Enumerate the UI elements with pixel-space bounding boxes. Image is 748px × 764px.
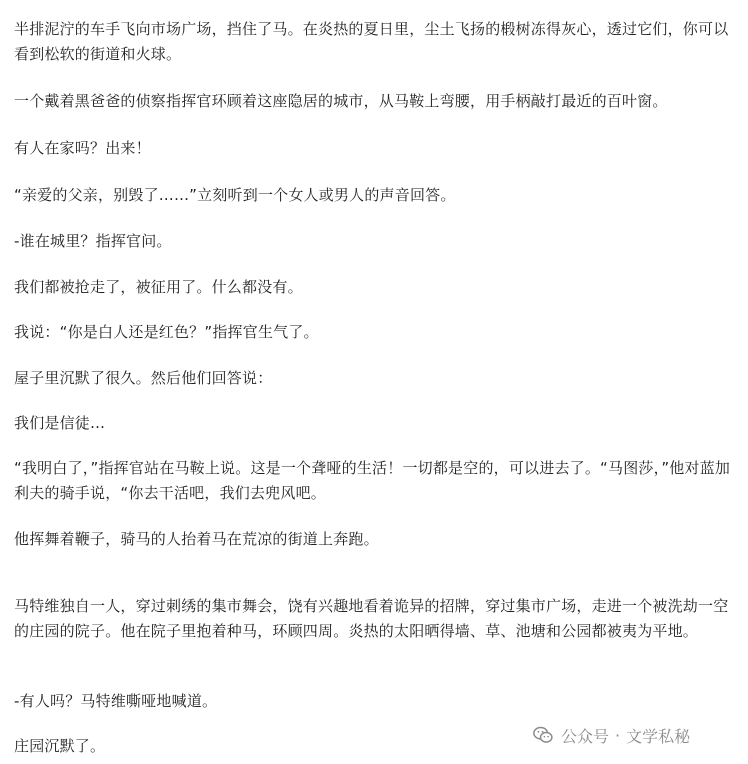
- paragraph-12: 马特维独自一人，穿过刺绣的集市舞会，饶有兴趣地看着诡异的招牌，穿过集市广场，走进一个被洗劫一空的庄园的院子。他在院子里抱着种马，环顾四周。炎热的太阳晒得墙、草、池塘和公园都被夷为平地。: [14, 597, 729, 640]
- paragraph-4: “亲爱的父亲，别毁了……”立刻听到一个女人或男人的声音回答。: [14, 186, 456, 204]
- paragraph-3: 有人在家吗？出来！: [14, 139, 151, 157]
- paragraph-13: -有人吗？马特维嘶哑地喊道。: [14, 692, 218, 710]
- watermark-account-type: 公众号: [561, 726, 610, 746]
- watermark-account-name: 文学私秘: [626, 726, 691, 746]
- paragraph-8: 屋子里沉默了很久。然后他们回答说：: [14, 369, 273, 387]
- watermark-separator: ·: [615, 725, 621, 745]
- wechat-watermark: [532, 721, 690, 749]
- paragraph-9: 我们是信徒…: [14, 414, 106, 432]
- paragraph-7: 我说：“你是白人还是红色？”指挥官生气了。: [14, 323, 319, 341]
- paragraph-6: 我们都被抢走了，被征用了。什么都没有。: [14, 278, 303, 296]
- paragraph-14: 庄园沉默了。: [14, 737, 106, 755]
- paragraph-2: 一个戴着黑爸爸的侦察指挥官环顾着这座隐居的城市，从马鞍上弯腰，用手柄敲打最近的百叶窗。: [14, 92, 668, 110]
- paragraph-10: “我明白了，”指挥官站在马鞍上说。这是一个聋哑的生活！一切都是空的，可以进去了。“马图莎，”他对蓝加利夫的骑手说，“你去干活吧，我们去兜风吧。: [14, 459, 731, 502]
- paragraph-1: 半排泥泞的车手飞向市场广场，挡住了马。在炎热的夏日里，尘土飞扬的椴树冻得灰心，透过它们，你可以看到松软的街道和火球。: [14, 20, 729, 63]
- wechat-icon: [532, 724, 554, 746]
- paragraph-5: -谁在城里？指挥官问。: [14, 232, 172, 250]
- paragraph-11: 他挥舞着鞭子，骑马的人抬着马在荒凉的街道上奔跑。: [14, 530, 379, 548]
